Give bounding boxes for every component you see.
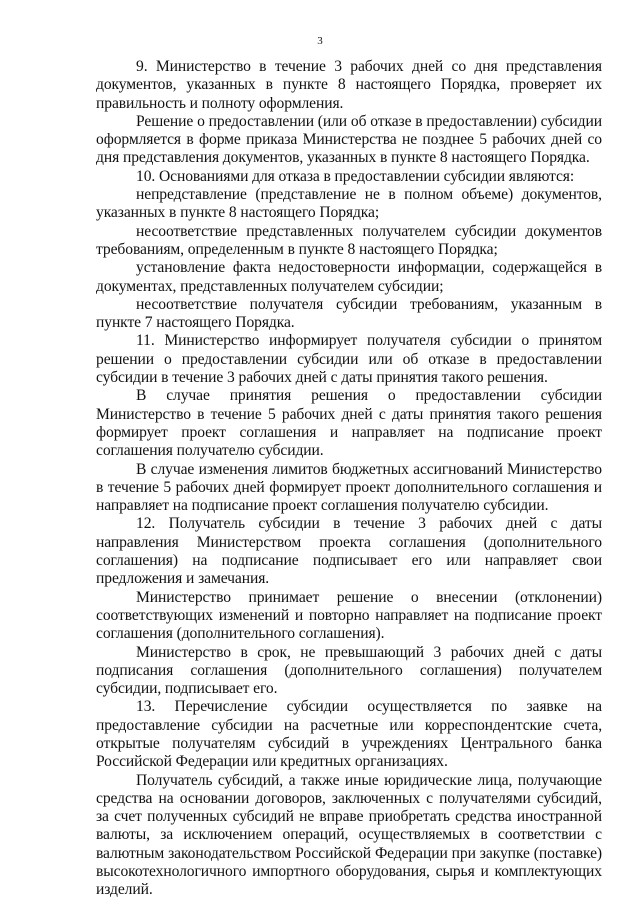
paragraph-10: 10. Основаниями для отказа в предоставлении субсидии являются: <box>136 167 575 185</box>
refusal-ground-4: несоответствие получателя субсидии требованиям, указанным в пункте 7 настоящего Порядка. <box>96 295 602 332</box>
refusal-ground-2: несоответствие представленных получателем субсидии документов требованиям, определенным в пункте 8 настоящего Порядка; <box>96 222 602 258</box>
document-body <box>96 58 602 900</box>
paragraph-9-decision: Решение о предоставлении (или об отказе в предоставлении) субсидии оформляется в форме приказа Министерства не позднее 5 рабочих дней со дня представления документов, указанных в пункте 8 настоящего Порядка. <box>96 112 602 167</box>
paragraph-11: 11. Министерство информирует получателя субсидии о принятом решении о предоставлении субсидии или об отказе в предоставлении субсидии в течение 3 рабочих дней с даты принятия такого решения. <box>96 332 602 387</box>
page-number: 3 <box>317 35 323 47</box>
paragraph-13-currency: Получатель субсидий, а также иные юридические лица, получающие средства на основании договоров, заключенных с получателями субсидий, за счет полученных субсидий не вправе приобретать средства иностранной валюты, за исключением операций, осуществляемых в соответствии с валютным законодательством Российской Федерации при закупке (поставке) высокотехнологичного импортного оборудования, сырья и комплектующих изделий. <box>96 771 602 899</box>
paragraph-9: 9. Министерство в течение 3 рабочих дней со дня представления документов, указанных в пункте 8 настоящего Порядка, проверяет их правильность и полноту оформления. <box>96 58 602 112</box>
paragraph-12: 12. Получатель субсидии в течение 3 рабочих дней с даты направления Министерством проекта соглашения (дополнительного соглашения) на подписание подписывает его или направляет свои предложения и замечания. <box>96 515 602 588</box>
paragraph-12-signing: Министерство в срок, не превышающий 3 рабочих дней с даты подписания соглашения (дополнительного соглашения) получателем субсидии, подписывает его. <box>96 643 602 698</box>
refusal-ground-3: установление факта недостоверности информации, содержащейся в документах, представленных получателем субсидии; <box>96 259 602 295</box>
refusal-ground-1: непредставление (представление не в полном объеме) документов, указанных в пункте 8 настоящего Порядка; <box>96 186 602 222</box>
paragraph-12-changes: Министерство принимает решение о внесении (отклонении) соответствующих изменений и повторно направляет на подписание проект соглашения (дополнительного соглашения). <box>96 588 602 643</box>
paragraph-13: 13. Перечисление субсидии осуществляется по заявке на предоставление субсидии на расчетные или корреспондентские счета, открытые получателям субсидий в учреждениях Центрального банка Российской Федерации или кредитных организациях. <box>96 698 602 771</box>
paragraph-11-limits: В случае изменения лимитов бюджетных ассигнований Министерство в течение 5 рабочих дней формирует проект дополнительного соглашения и направляет на подписание проект соглашения получателю субсидии. <box>96 460 602 515</box>
paragraph-11-approval: В случае принятия решения о предоставлении субсидии Министерство в течение 5 рабочих дней с даты принятия такого решения формирует проект соглашения и направляет на подписание проект соглашения получателю субсидии. <box>96 387 602 460</box>
